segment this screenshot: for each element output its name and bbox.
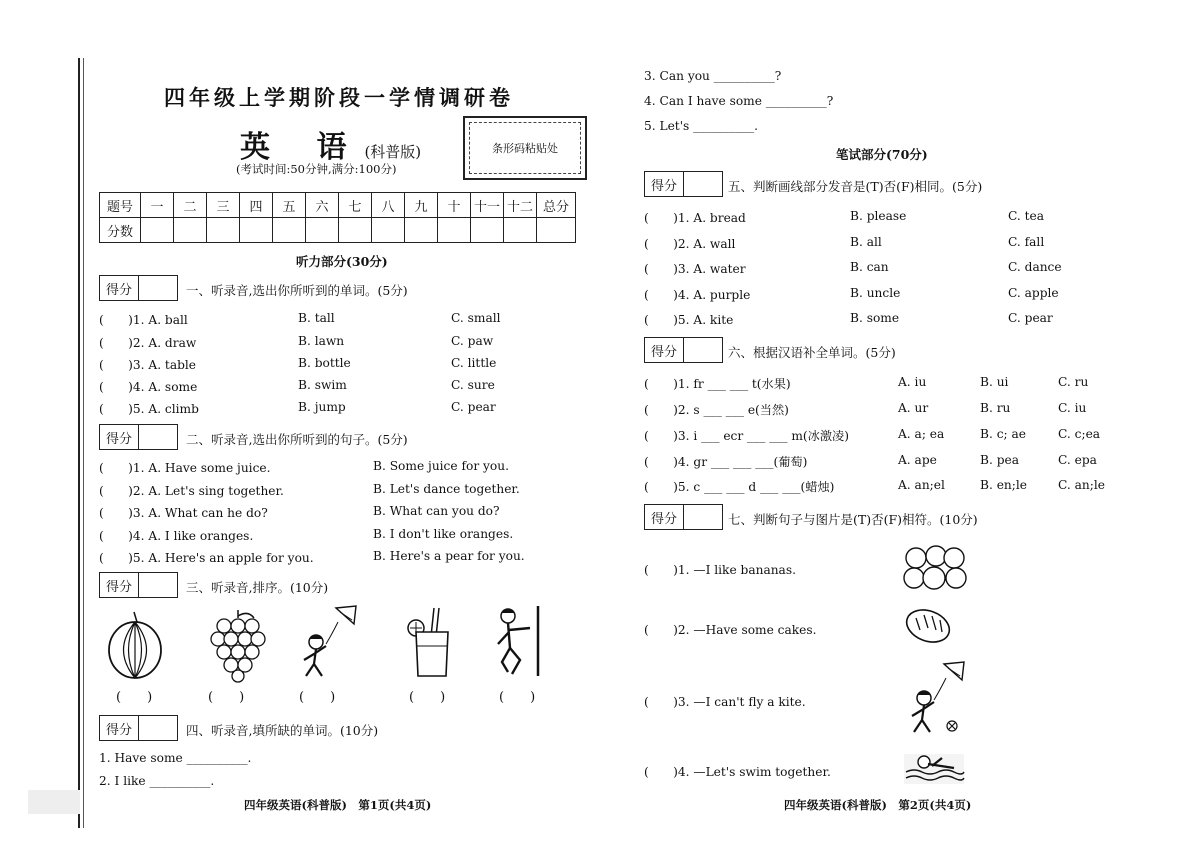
s6-item-2-b: B. ru — [980, 401, 1011, 415]
scan-mark — [28, 790, 80, 814]
score-box-blank[interactable] — [684, 338, 722, 362]
score-table-header: 七 — [339, 193, 372, 218]
bread-icon — [904, 606, 952, 646]
s5-item-1-b: B. please — [850, 209, 907, 223]
s5-item-4-b: B. uncle — [850, 286, 901, 300]
s5-item-3-c: C. dance — [1008, 260, 1062, 274]
score-table-header: 十二 — [504, 193, 537, 218]
s1-item-3-c: C. little — [451, 356, 497, 370]
s1-item-1-a: ( )1. A. ball — [99, 313, 188, 327]
s2-item-5-b: B. Here's a pear for you. — [373, 549, 525, 563]
s3-answer-4[interactable]: ( ) — [409, 690, 446, 705]
s6-item-3-c: C. c;ea — [1058, 427, 1101, 441]
section-7-title: 七、判断句子与图片是(T)否(F)相符。(10分) — [728, 512, 978, 527]
score-box-label: 得分 — [100, 276, 139, 300]
score-row-label: 分数 — [100, 218, 141, 243]
s4-item-5: 5. Let's __________. — [644, 119, 758, 133]
s2-item-4-a: ( )4. A. I like oranges. — [99, 529, 254, 543]
score-box-blank[interactable] — [139, 716, 177, 740]
score-cell[interactable] — [174, 218, 207, 243]
score-table-header: 三 — [207, 193, 240, 218]
score-box-label: 得分 — [645, 338, 684, 362]
page-footer: 四年级英语(科普版) 第1页(共4页) — [244, 798, 432, 812]
apples-icon — [902, 544, 968, 592]
score-box-blank[interactable] — [684, 172, 722, 196]
score-cell[interactable] — [537, 218, 576, 243]
kite-boy-icon — [904, 660, 968, 736]
score-table-header: 四 — [240, 193, 273, 218]
s7-item-3: ( )3. —I can't fly a kite. — [644, 695, 806, 709]
s6-item-1-b: B. ui — [980, 375, 1009, 389]
section-5-title: 五、判断画线部分发音是(T)否(F)相同。(5分) — [728, 179, 983, 194]
kite-boy-icon — [296, 604, 360, 680]
score-box — [99, 424, 178, 450]
score-table-header: 六 — [306, 193, 339, 218]
swimmer-icon — [902, 750, 966, 786]
s6-item-2-a: A. ur — [898, 401, 929, 415]
subject-title: 英 语 — [240, 130, 365, 165]
binding-line-inner — [83, 58, 84, 828]
edition: (科普版) — [364, 143, 422, 161]
s5-item-2-a: ( )2. A. wall — [644, 237, 736, 251]
s6-item-2-q: ( )2. s ___ ___ e(当然) — [644, 403, 789, 417]
score-cell[interactable] — [240, 218, 273, 243]
score-cell[interactable] — [438, 218, 471, 243]
s2-item-3-b: B. What can you do? — [373, 504, 500, 518]
s2-item-5-a: ( )5. A. Here's an apple for you. — [99, 551, 314, 565]
score-table-header: 八 — [372, 193, 405, 218]
score-cell[interactable] — [372, 218, 405, 243]
s5-item-1-a: ( )1. A. bread — [644, 211, 746, 225]
s1-item-5-c: C. pear — [451, 400, 496, 414]
s1-item-1-c: C. small — [451, 311, 501, 325]
s1-item-4-c: C. sure — [451, 378, 495, 392]
score-box-blank[interactable] — [139, 573, 177, 597]
s3-answer-2[interactable]: ( ) — [208, 690, 245, 705]
s7-item-2: ( )2. —Have some cakes. — [644, 623, 817, 637]
score-table-header: 十 — [438, 193, 471, 218]
score-cell[interactable] — [504, 218, 537, 243]
score-cell[interactable] — [339, 218, 372, 243]
score-box — [644, 171, 723, 197]
s6-item-1-c: C. ru — [1058, 375, 1089, 389]
s2-item-3-a: ( )3. A. What can he do? — [99, 506, 268, 520]
exam-title: 四年级上学期阶段一学情调研卷 — [164, 85, 514, 110]
score-box-blank[interactable] — [139, 425, 177, 449]
s7-item-4: ( )4. —Let's swim together. — [644, 765, 831, 779]
score-cell[interactable] — [306, 218, 339, 243]
s2-item-1-a: ( )1. A. Have some juice. — [99, 461, 271, 475]
score-box-label: 得分 — [100, 425, 139, 449]
score-box — [644, 504, 723, 530]
section-1-title: 一、听录音,选出你所听到的单词。(5分) — [186, 283, 408, 298]
section-2-title: 二、听录音,选出你所听到的句子。(5分) — [186, 432, 408, 447]
score-table-header: 题号 — [100, 193, 141, 218]
s6-item-5-b: B. en;le — [980, 478, 1027, 492]
s1-item-4-a: ( )4. A. some — [99, 380, 198, 394]
grapes-icon — [210, 608, 266, 680]
page-2 — [600, 0, 1200, 849]
score-table-header: 总分 — [537, 193, 576, 218]
boy-icon — [492, 604, 546, 680]
s1-item-3-b: B. bottle — [298, 356, 351, 370]
s1-item-2-a: ( )2. A. draw — [99, 336, 197, 350]
s5-item-4-c: C. apple — [1008, 286, 1059, 300]
score-box-blank[interactable] — [139, 276, 177, 300]
s1-item-2-c: C. paw — [451, 334, 494, 348]
watermelon-icon — [104, 608, 164, 680]
s1-item-3-a: ( )3. A. table — [99, 358, 197, 372]
score-table-header: 一 — [141, 193, 174, 218]
s4-item-2: 2. I like __________. — [99, 774, 215, 788]
s6-item-1-q: ( )1. fr ___ ___ t(水果) — [644, 377, 791, 391]
s4-item-1: 1. Have some __________. — [99, 751, 252, 765]
s6-item-4-c: C. epa — [1058, 453, 1097, 467]
s5-item-2-b: B. all — [850, 235, 882, 249]
s1-item-1-b: B. tall — [298, 311, 335, 325]
barcode-area — [463, 116, 587, 180]
section-3-title: 三、听录音,排序。(10分) — [186, 580, 329, 595]
score-table — [99, 192, 576, 243]
score-table-header: 五 — [273, 193, 306, 218]
score-table-header: 十一 — [471, 193, 504, 218]
score-cell[interactable] — [207, 218, 240, 243]
score-box-label: 得分 — [100, 716, 139, 740]
s6-item-5-a: A. an;el — [898, 478, 945, 492]
s5-item-1-c: C. tea — [1008, 209, 1045, 223]
score-box — [99, 715, 178, 741]
s3-answer-5[interactable]: ( ) — [499, 690, 536, 705]
s6-item-3-q: ( )3. i ___ ecr ___ ___ m(冰激凌) — [644, 429, 849, 443]
s5-item-3-a: ( )3. A. water — [644, 262, 746, 276]
score-box-label: 得分 — [645, 172, 684, 196]
s1-item-4-b: B. swim — [298, 378, 347, 392]
binding-line — [78, 58, 80, 828]
s6-item-4-q: ( )4. gr ___ ___ ___(葡萄) — [644, 455, 808, 469]
s5-item-2-c: C. fall — [1008, 235, 1045, 249]
s5-item-5-a: ( )5. A. kite — [644, 313, 734, 327]
score-table-score-row — [100, 218, 576, 243]
s3-answer-3[interactable]: ( ) — [299, 690, 336, 705]
score-box — [99, 572, 178, 598]
barcode-label: 条形码粘贴处 — [492, 142, 558, 155]
score-box — [99, 275, 178, 301]
score-table-header: 二 — [174, 193, 207, 218]
s5-item-5-b: B. some — [850, 311, 900, 325]
s5-item-4-a: ( )4. A. purple — [644, 288, 751, 302]
score-cell[interactable] — [141, 218, 174, 243]
s6-item-4-a: A. ape — [898, 453, 937, 467]
score-box-label: 得分 — [645, 505, 684, 529]
score-table-header-row — [100, 193, 576, 218]
score-cell[interactable] — [471, 218, 504, 243]
score-box — [644, 337, 723, 363]
s4-item-4: 4. Can I have some __________? — [644, 94, 834, 108]
score-cell[interactable] — [273, 218, 306, 243]
section-6-title: 六、根据汉语补全单词。(5分) — [728, 345, 896, 360]
s4-item-3: 3. Can you __________? — [644, 69, 782, 83]
s6-item-3-a: A. a; ea — [898, 427, 945, 441]
score-cell[interactable] — [405, 218, 438, 243]
score-box-blank[interactable] — [684, 505, 722, 529]
s5-item-3-b: B. can — [850, 260, 889, 274]
juice-icon — [406, 606, 456, 680]
s2-item-2-b: B. Let's dance together. — [373, 482, 520, 496]
s1-item-5-a: ( )5. A. climb — [99, 402, 199, 416]
s3-answer-1[interactable]: ( ) — [116, 690, 153, 705]
s1-item-5-b: B. jump — [298, 400, 346, 414]
s6-item-5-c: C. an;le — [1058, 478, 1105, 492]
s7-item-1: ( )1. —I like bananas. — [644, 563, 796, 577]
s6-item-4-b: B. pea — [980, 453, 1019, 467]
score-box-label: 得分 — [100, 573, 139, 597]
exam-info: (考试时间:50分钟,满分:100分) — [236, 162, 397, 176]
page-footer: 四年级英语(科普版) 第2页(共4页) — [784, 798, 972, 812]
s5-item-5-c: C. pear — [1008, 311, 1053, 325]
s2-item-1-b: B. Some juice for you. — [373, 459, 509, 473]
s6-item-5-q: ( )5. c ___ ___ d ___ ___(蜡烛) — [644, 480, 835, 494]
s2-item-2-a: ( )2. A. Let's sing together. — [99, 484, 284, 498]
s6-item-2-c: C. iu — [1058, 401, 1087, 415]
section-4-title: 四、听录音,填所缺的单词。(10分) — [186, 723, 379, 738]
written-header: 笔试部分(70分) — [836, 147, 928, 162]
s1-item-2-b: B. lawn — [298, 334, 345, 348]
subject-line — [240, 122, 421, 166]
s6-item-1-a: A. iu — [898, 375, 927, 389]
s2-item-4-b: B. I don't like oranges. — [373, 527, 514, 541]
s6-item-3-b: B. c; ae — [980, 427, 1026, 441]
listening-header: 听力部分(30分) — [296, 254, 388, 269]
score-table-header: 九 — [405, 193, 438, 218]
